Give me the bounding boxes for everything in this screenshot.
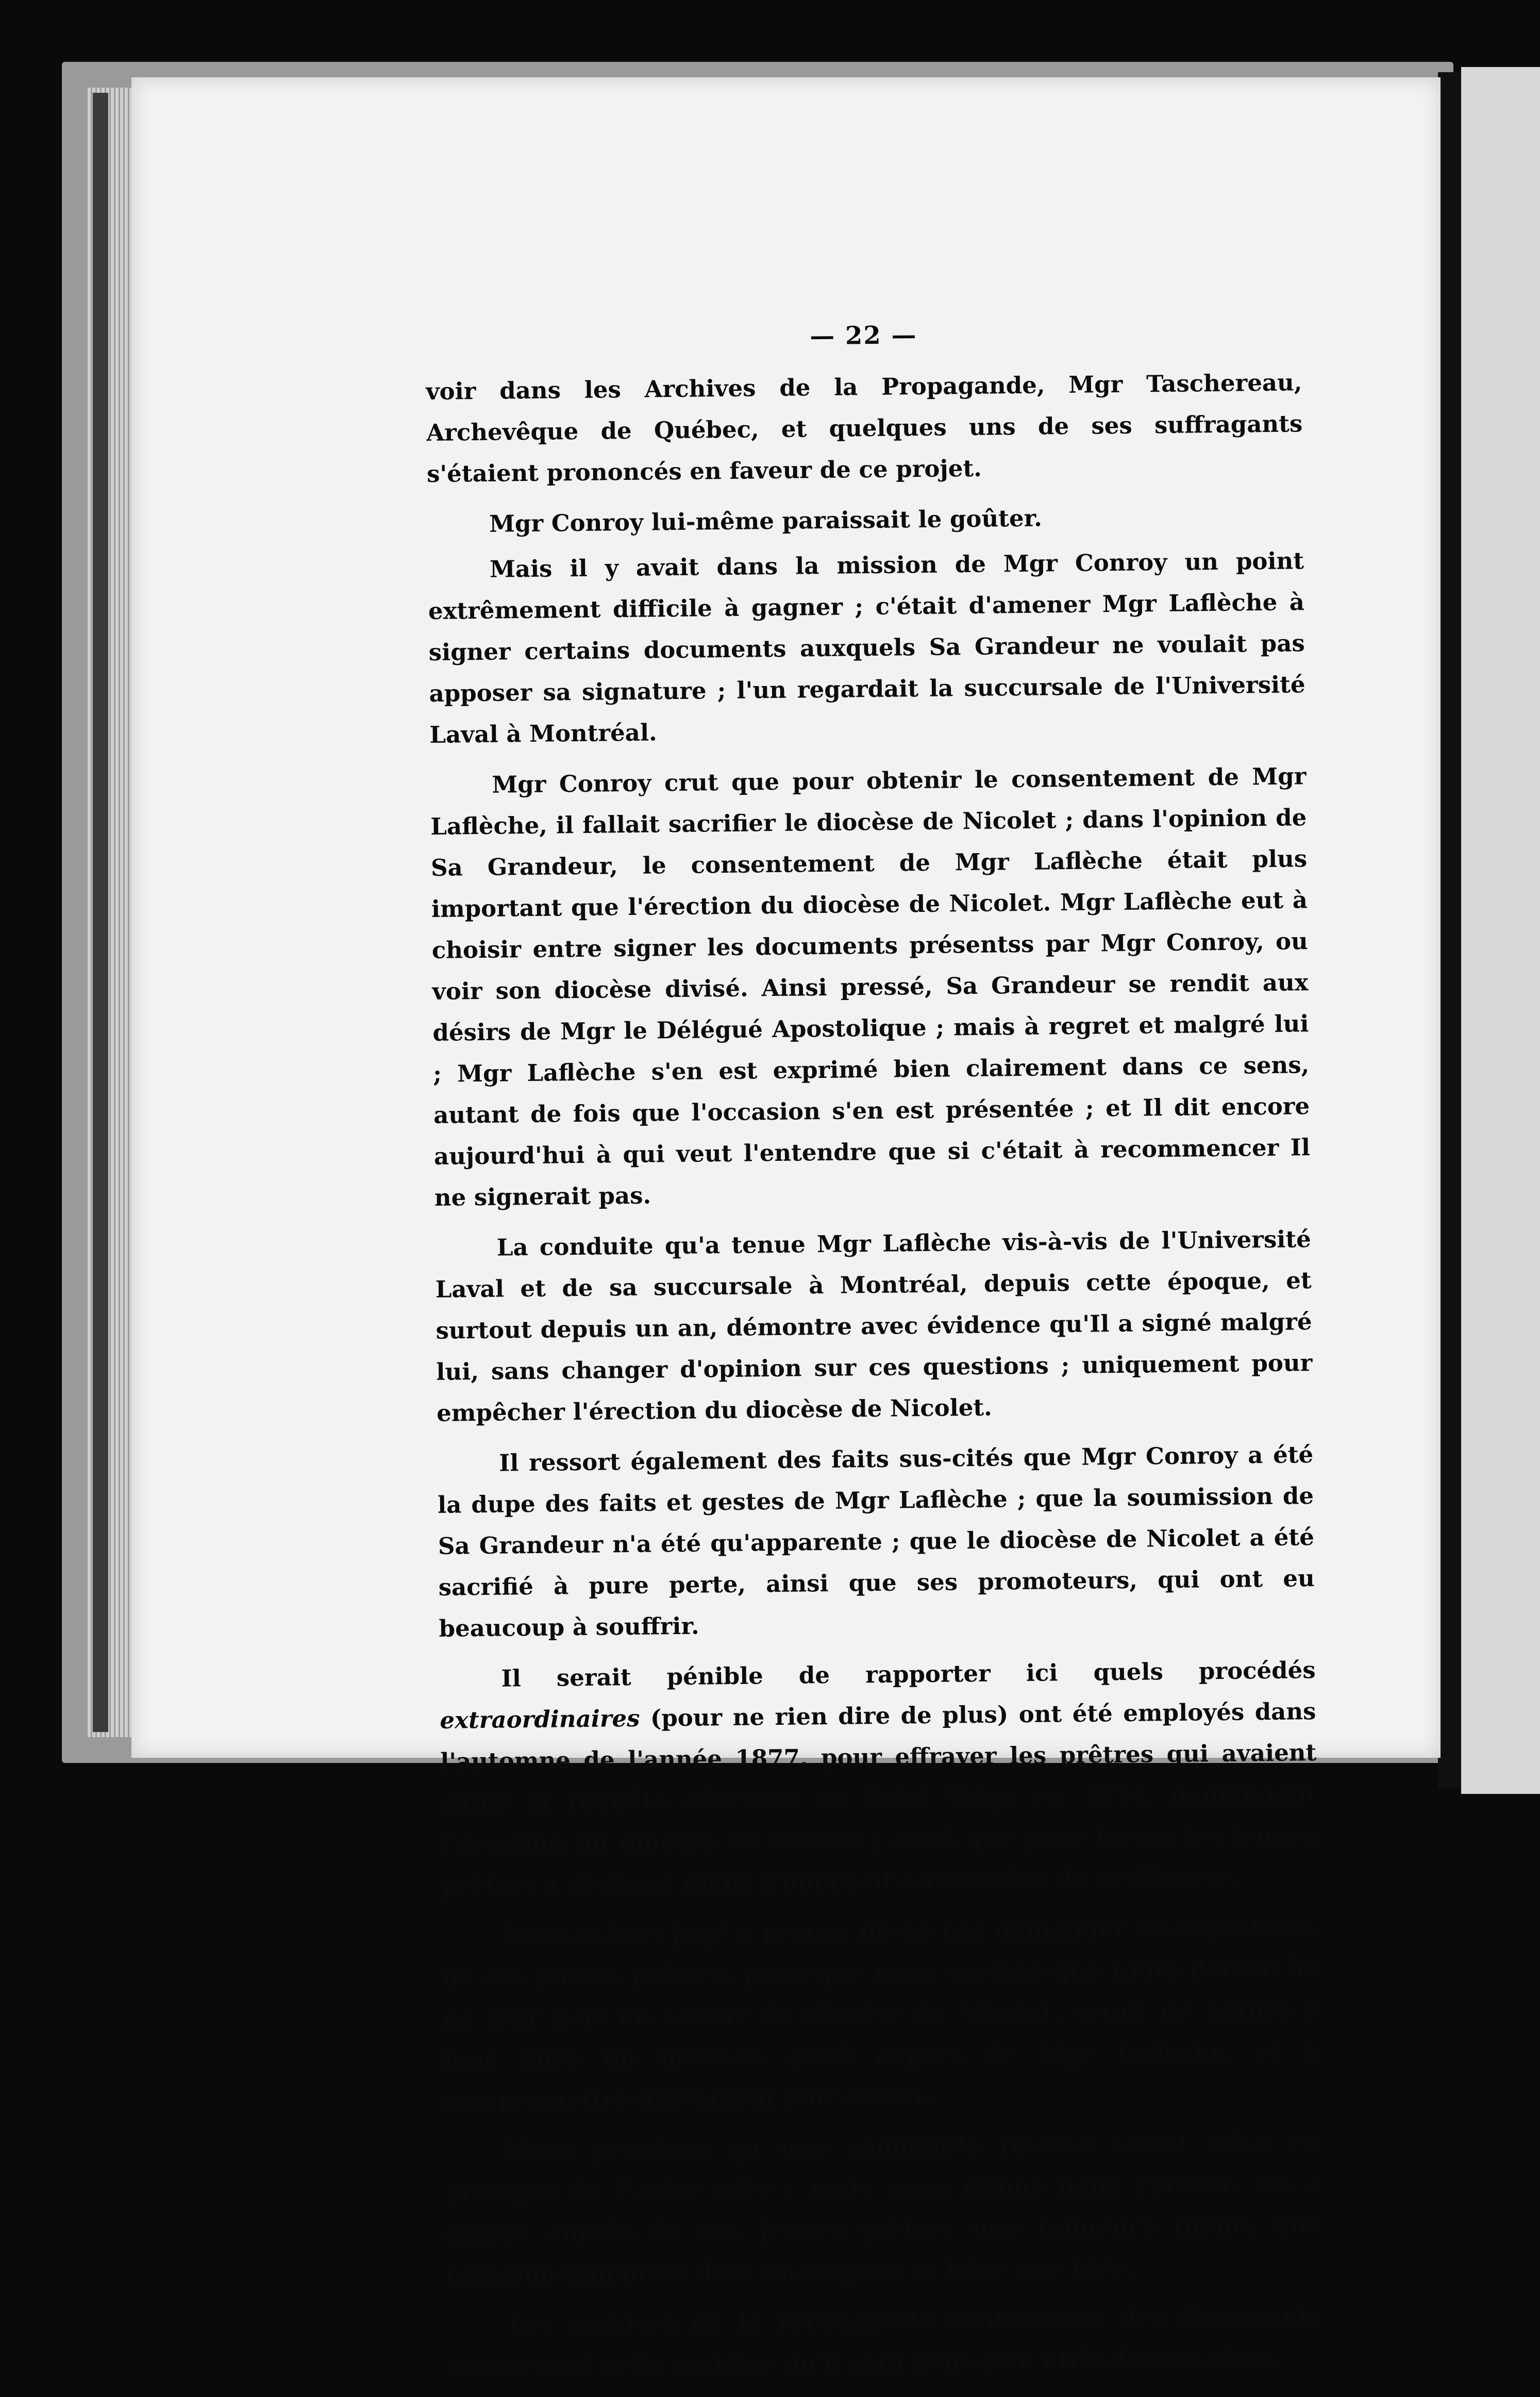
paragraph-9-italic: influence indue xyxy=(1037,2211,1248,2241)
book-spine-shadow xyxy=(93,93,108,1732)
paragraph-4: Mgr Conroy crut que pour obtenir le consentement de Mgr Laflèche, il fallait sacrifier le diocèse de Nicolet ; dans l'opinion de Sa Grandeur, le consentement de Mgr Laflèche était plus important que l'érection du diocèse de Nicolet. Mgr Laflèche eut à choisir entre signer les documents présentss par Mgr Conroy, ou voir son diocèse divisé. Ainsi pressé, Sa Grandeur se rendit aux désirs de Mgr le Délégué Apostolique ; mais à regret et malgré lui ; Mgr Laflèche s'en est exprimé bien clairement dans ce sens, autant de fois que l'occasion s'en est présentée ; et Il dit encore aujourd'hui à qui veut l'entendre que si c'était à recommencer Il ne signerait pas. xyxy=(430,762,1311,1211)
paragraph-3: Mais il y avait dans la mission de Mgr Conroy un point extrêmement difficile à gagner ; c'était d'amener Mgr Laflèche à signer certains documents auxquels Sa Grandeur ne voulait pas apposer sa signature ; l'un regardait la succursale de l'Université Laval à Montréal. xyxy=(428,547,1305,748)
paragraph-8: Nous avions jugé à propos de ne pas demander les signatures de ces jeunes prêtres, parceque nous savions que toute démarche de leur part en faveur du diocèse de Nicolet, serait de nature à leur faire un mauvais parti auprès de Mgr Laflèche, et à compromettre gravement leur avenir. xyxy=(442,1913,1320,2115)
paragraph-7-italic: extraordinaires xyxy=(440,1704,640,1734)
facing-page-edge xyxy=(1461,67,1540,1794)
paragraph-9 xyxy=(444,2122,1322,2296)
paragraph-7-text-after: (pour ne rien dire de plus) ont été employés dans l'automne de l'année 1877, pour effrayer les prêtres qui avaient signé la requête adressée au Saint Siège en 1874, demandant l'érection du diocèse de Nicolet ; ainsi que pour forcer les jeunes prêtres à déclarer qu'ils s'opposait à l'érection de ce diocèse. xyxy=(440,1697,1318,1899)
paragraph-2: Mgr Conroy lui-même paraissait le goûter. xyxy=(489,504,1043,538)
paragraph-7 xyxy=(439,1650,1318,1906)
paragraph-6: Il ressort également des faits sus-cités que Mgr Conroy a été la dupe des faits et gestes de Mgr Laflèche ; que la soumission de Sa Grandeur n'a été qu'apparente ; que le diocèse de Nicolet a été sacrifié à pure perte, ainsi que ses promoteurs, qui ont eu beaucoup à souffrir. xyxy=(437,1441,1315,1642)
page-gutter-shadow xyxy=(1438,72,1461,1789)
paragraph-9-text-before: Nous pensions qu une semblable réserve serait mise en pratique de l'autre côté ; mais nous étions dans l'erreur. On a exercé auprès de ces jeunes prêtres une xyxy=(444,2128,1321,2248)
paragraph-10: Les archives de la Propagande contiennent des documents concernant cette matière qu'il sera peut-être utile de consulter. xyxy=(446,2302,1323,2381)
paragraph-5: La conduite qu'a tenue Mgr Laflèche vis-à-vis de l'Université Laval et de sa succursale à Montréal, depuis cette époque, et surtout depuis un an, démontre avec évidence qu'Il a signé malgré lui, sans changer d'opinion sur ces questions ; uniquement pour empêcher l'érection du diocèse de Nicolet. xyxy=(435,1225,1313,1427)
page-number: — 22 — xyxy=(809,321,917,351)
page-text-block xyxy=(425,310,1323,2397)
paragraph-1: voir dans les Archives de la Propagande, Mgr Taschereau, Archevêque de Québec, et quelques uns de ses suffragants s'étaient prononcés en faveur de ce projet. xyxy=(426,369,1303,488)
paragraph-9-text-after: , une pression immorale dont on ne peut se faire une idée. xyxy=(445,2210,1322,2289)
paragraph-7-text-before: Il serait pénible de rapporter ici quels procédés xyxy=(501,1656,1316,1692)
